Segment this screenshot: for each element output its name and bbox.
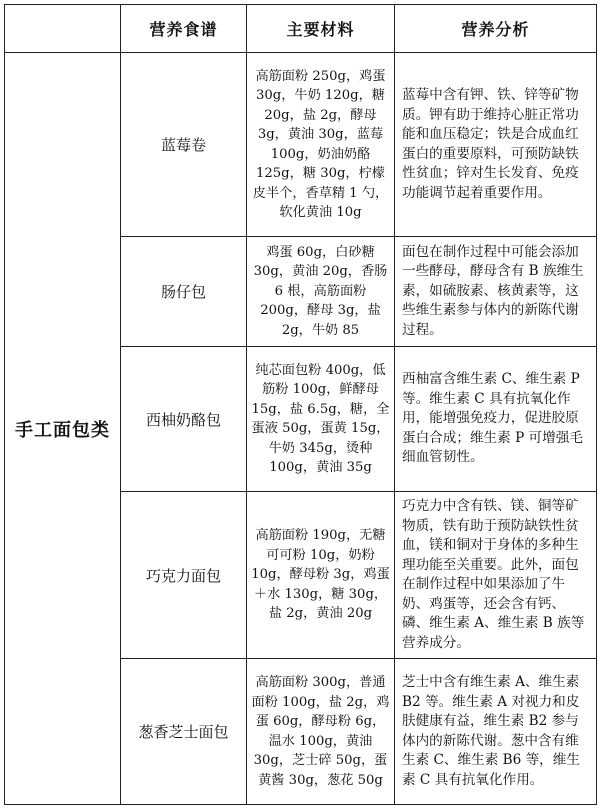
analysis-cell: 芝士中含有维生素 A、维生素 B2 等。维生素 A 对视力和皮肤健康有益，维生素 B2 参与体内的新陈代谢。葱中含有维生素 C、维生素 B6 等，维生素 C 具有抗氧化作用。 — [395, 659, 597, 805]
header-empty — [5, 5, 121, 53]
table-header-row — [5, 5, 597, 53]
header-materials: 主要材料 — [247, 5, 395, 53]
analysis-cell: 西柚富含维生素 C、维生素 P 等。维生素 C 具有抗氧化作用，能增强免疫力，促进胶原蛋白合成；维生素 P 可增强毛细血管韧性。 — [395, 347, 597, 492]
analysis-cell: 面包在制作过程中可能会添加一些酵母，酵母含有 B 族维生素，如硫胺素、核黄素等，这些维生素参与体内的新陈代谢过程。 — [395, 237, 597, 347]
recipe-name: 西柚奶酪包 — [121, 347, 247, 492]
materials-cell: 高筋面粉 250g，鸡蛋 30g，牛奶 120g，糖 20g，盐 2g，酵母 3g，黄油 30g，蓝莓 100g，奶油奶酪 125g，糖 30g，柠檬皮半个，香草精 1 勺，软化黄油 10g — [247, 53, 395, 237]
header-analysis: 营养分析 — [395, 5, 597, 53]
nutrition-recipe-table — [4, 4, 597, 805]
materials-cell: 高筋面粉 190g，无糖可可粉 10g，奶粉 10g，酵母粉 3g，鸡蛋＋水 130g，糖 30g，盐 2g，黄油 20g — [247, 492, 395, 659]
header-recipe: 营养食谱 — [121, 5, 247, 53]
recipe-name: 巧克力面包 — [121, 492, 247, 659]
materials-cell: 鸡蛋 60g，白砂糖 30g，黄油 20g，香肠 6 根，高筋面粉 200g，酵母 3g，盐 2g，牛奶 85 — [247, 237, 395, 347]
recipe-name: 蓝莓卷 — [121, 53, 247, 237]
materials-cell: 高筋面粉 300g，普通面粉 100g，盐 2g，鸡蛋 60g，酵母粉 6g，温水 100g，黄油 30g，芝士碎 50g，蛋黄酱 30g，葱花 50g — [247, 659, 395, 805]
materials-cell: 纯芯面包粉 400g，低筋粉 100g，鲜酵母 15g，盐 6.5g，糖，全蛋液 50g，蛋黄 15g，牛奶 345g，烫种 100g，黄油 35g — [247, 347, 395, 492]
recipe-name: 肠仔包 — [121, 237, 247, 347]
analysis-cell: 巧克力中含有铁、镁、铜等矿物质，铁有助于预防缺铁性贫血，镁和铜对于身体的多种生理功能至关重要。此外，面包在制作过程中如果添加了牛奶、鸡蛋等，还会含有钙、磷、维生素 A、维生素 B 族等营养成分。 — [395, 492, 597, 659]
recipe-name: 葱香芝士面包 — [121, 659, 247, 805]
table-row — [5, 53, 597, 237]
analysis-cell: 蓝莓中含有钾、铁、锌等矿物质。钾有助于维持心脏正常功能和血压稳定；铁是合成血红蛋白的重要原料，可预防缺铁性贫血；锌对生长发育、免疫功能调节起着重要作用。 — [395, 53, 597, 237]
category-cell: 手工面包类 — [5, 53, 121, 805]
